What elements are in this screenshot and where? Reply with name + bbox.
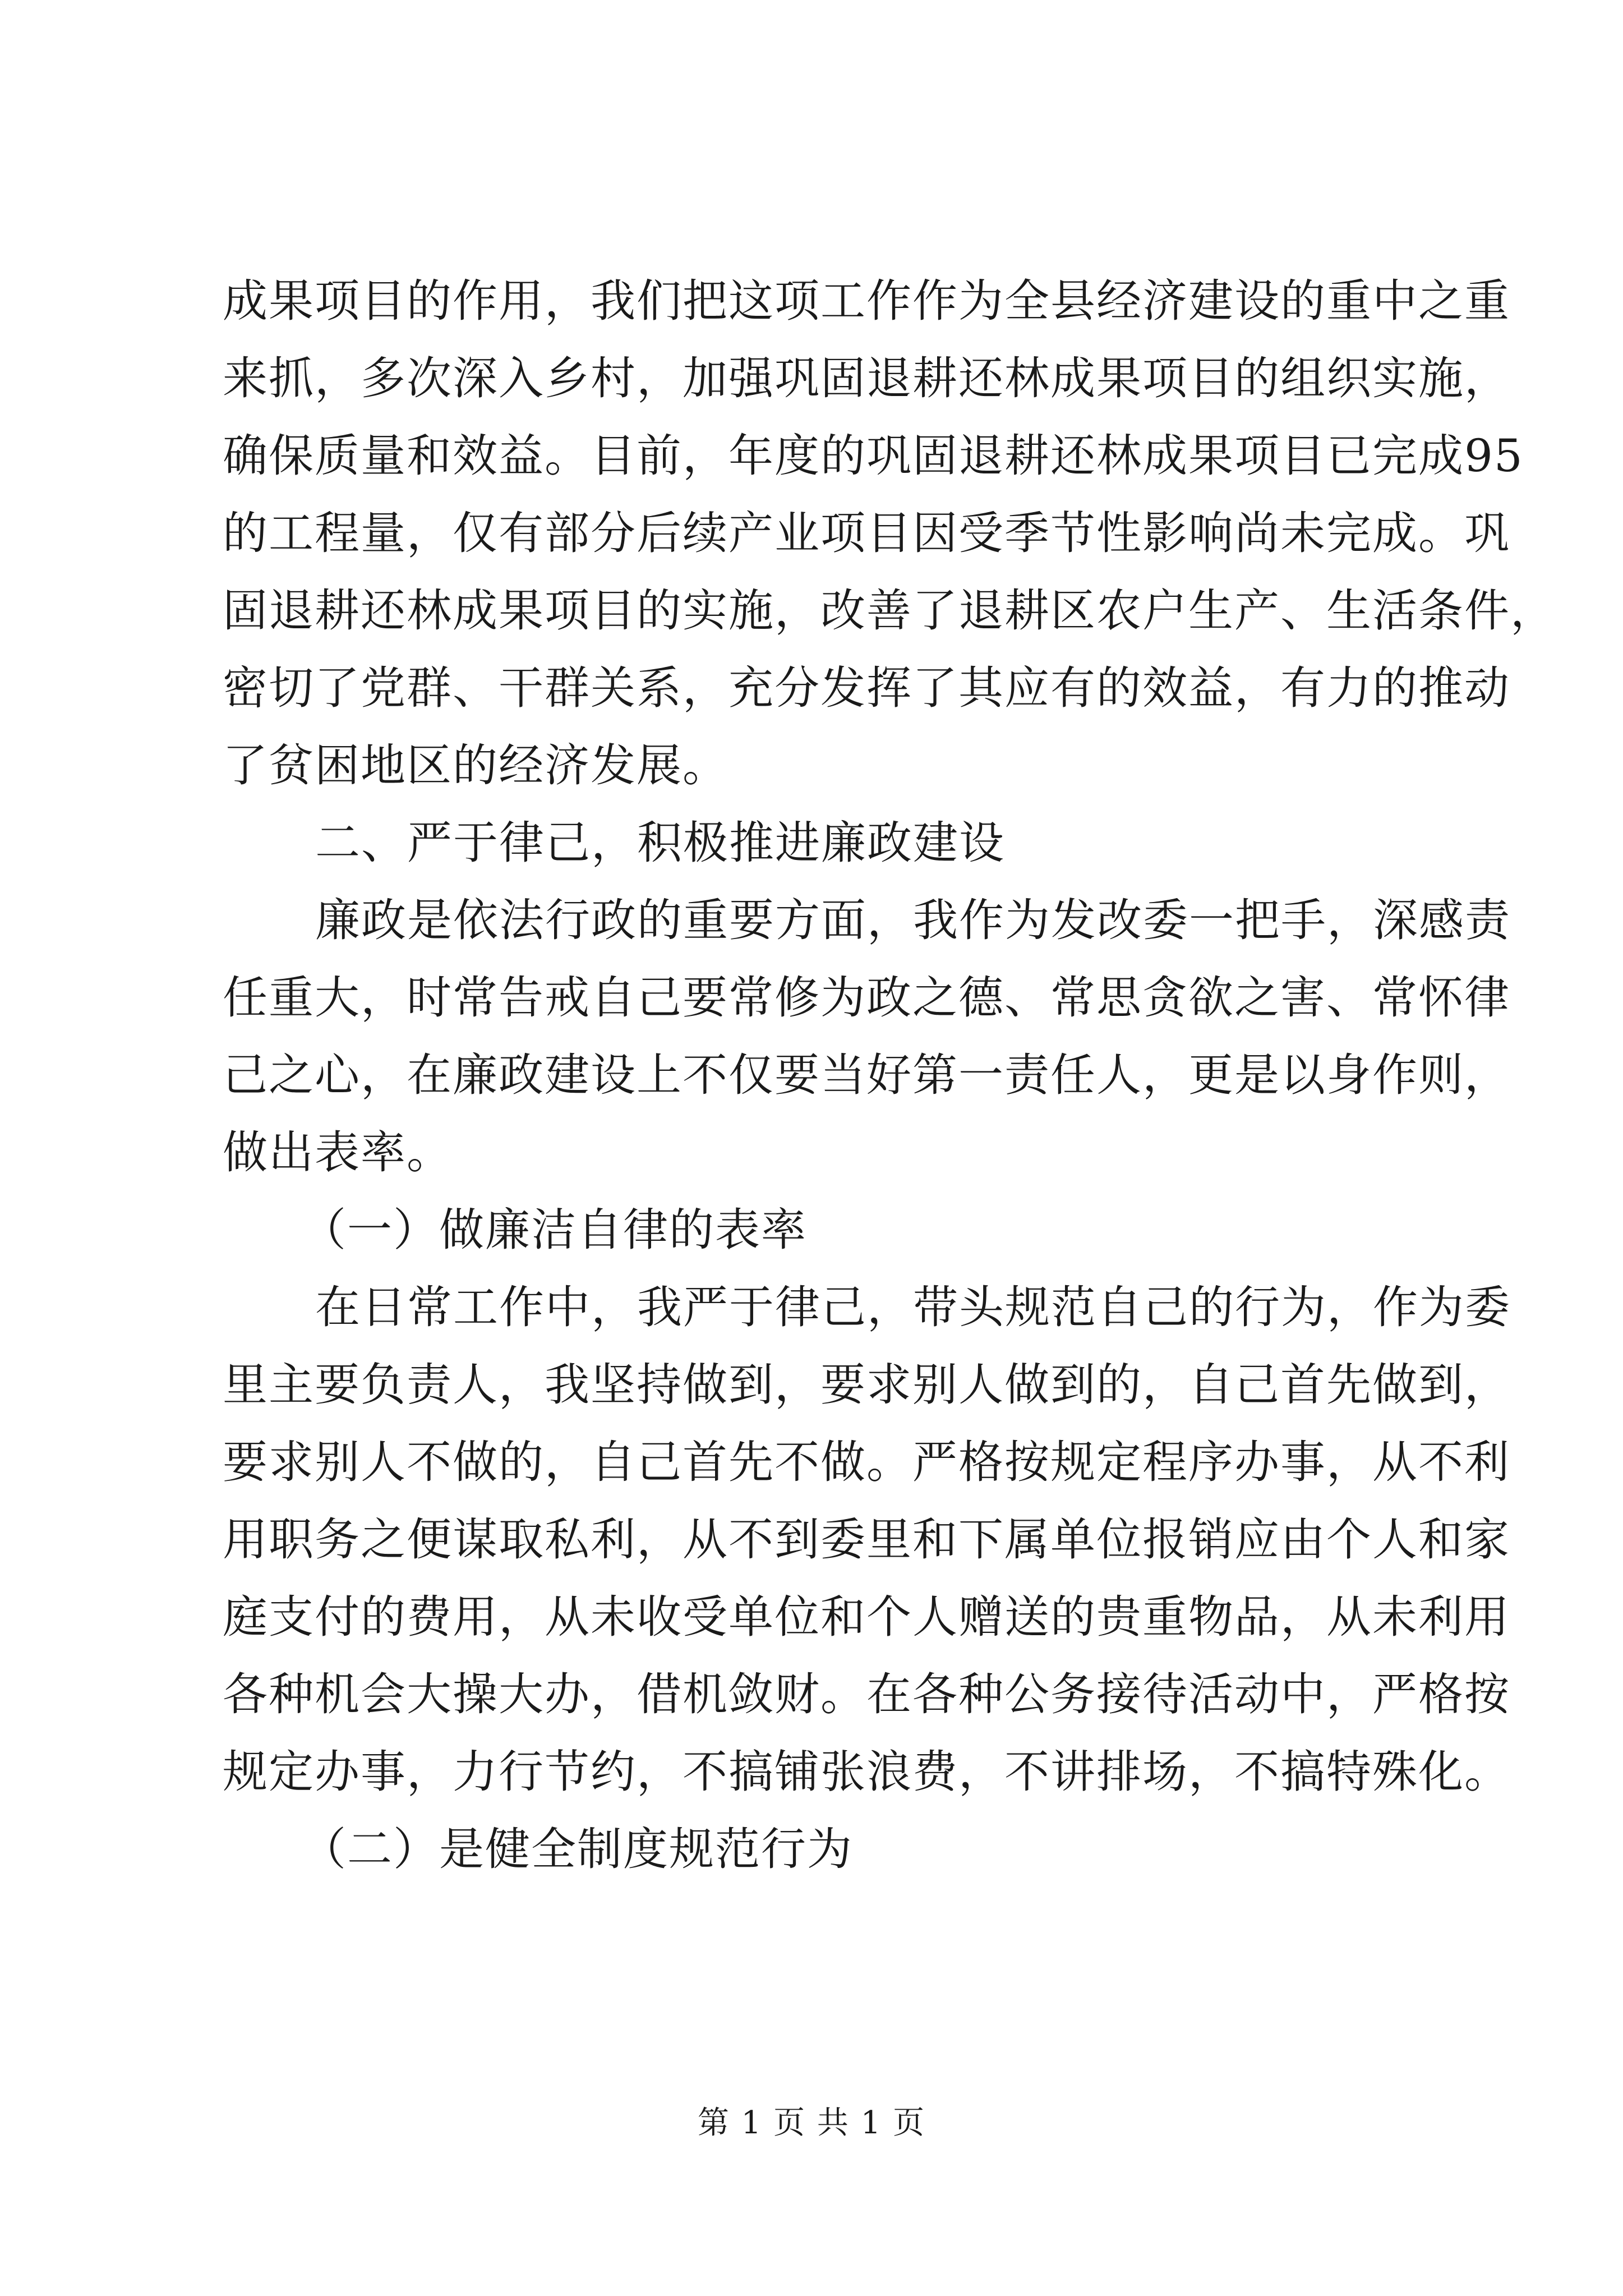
subsection-heading (223, 1811, 1427, 1888)
heading-text: 二、严于律己，积极推进廉政建设 (315, 817, 1005, 869)
text-line: 了贫困地区的经济发展。 (223, 739, 728, 792)
text-line: 做出表率。 (223, 1126, 453, 1179)
text-line: 用职务之便谋取私利，从不到委里和下属单位报销应由个人和家 (223, 1513, 1510, 1566)
text-line: 里主要负责人，我坚持做到，要求别人做到的，自己首先做到， (223, 1359, 1510, 1411)
document-body (223, 263, 1556, 1888)
text-line: 己之心，在廉政建设上不仅要当好第一责任人，更是以身作则， (223, 1049, 1510, 1101)
page-footer (0, 2098, 1623, 2143)
text-line: 的工程量，仅有部分后续产业项目因受季节性影响尚未完成。巩 (223, 507, 1510, 559)
text-line: 要求别人不做的，自己首先不做。严格按规定程序办事，从不利 (223, 1436, 1510, 1488)
paragraph-continuation (223, 263, 1556, 804)
subsection-heading (223, 1191, 1427, 1269)
paragraph (223, 882, 1511, 1191)
heading-text: （一）做廉洁自律的表率 (301, 1204, 807, 1256)
text-line: 密切了党群、干群关系，充分发挥了其应有的效益，有力的推动 (223, 662, 1510, 714)
text-line: 成果项目的作用，我们把这项工作作为全县经济建设的重中之重 (223, 275, 1510, 327)
text-line: 确保质量和效益。目前，年度的巩固退耕还林成果项目已完成95 (223, 430, 1524, 482)
text-line: 在日常工作中，我严于律己，带头规范自己的行为，作为委 (315, 1281, 1511, 1333)
paragraph (223, 1269, 1511, 1811)
page-number-label: 第 1 页 共 1 页 (697, 2105, 926, 2141)
text-line: 任重大，时常告戒自己要常修为政之德、常思贪欲之害、常怀律 (223, 972, 1510, 1024)
text-line: 各种机会大操大办，借机敛财。在各种公务接待活动中，严格按 (223, 1668, 1510, 1720)
text-line: 固退耕还林成果项目的实施，改善了退耕区农户生产、生活条件， (223, 585, 1556, 637)
text-line: 规定办事，力行节约，不搞铺张浪费，不讲排场，不搞特殊化。 (223, 1746, 1510, 1798)
text-line: 廉政是依法行政的重要方面，我作为发改委一把手，深感责 (315, 894, 1511, 946)
text-line: 庭支付的费用，从未收受单位和个人赠送的贵重物品，从未利用 (223, 1591, 1510, 1643)
text-line: 来抓，多次深入乡村，加强巩固退耕还林成果项目的组织实施， (223, 352, 1510, 404)
heading-text: （二）是健全制度规范行为 (301, 1823, 853, 1875)
section-heading (223, 804, 1427, 882)
